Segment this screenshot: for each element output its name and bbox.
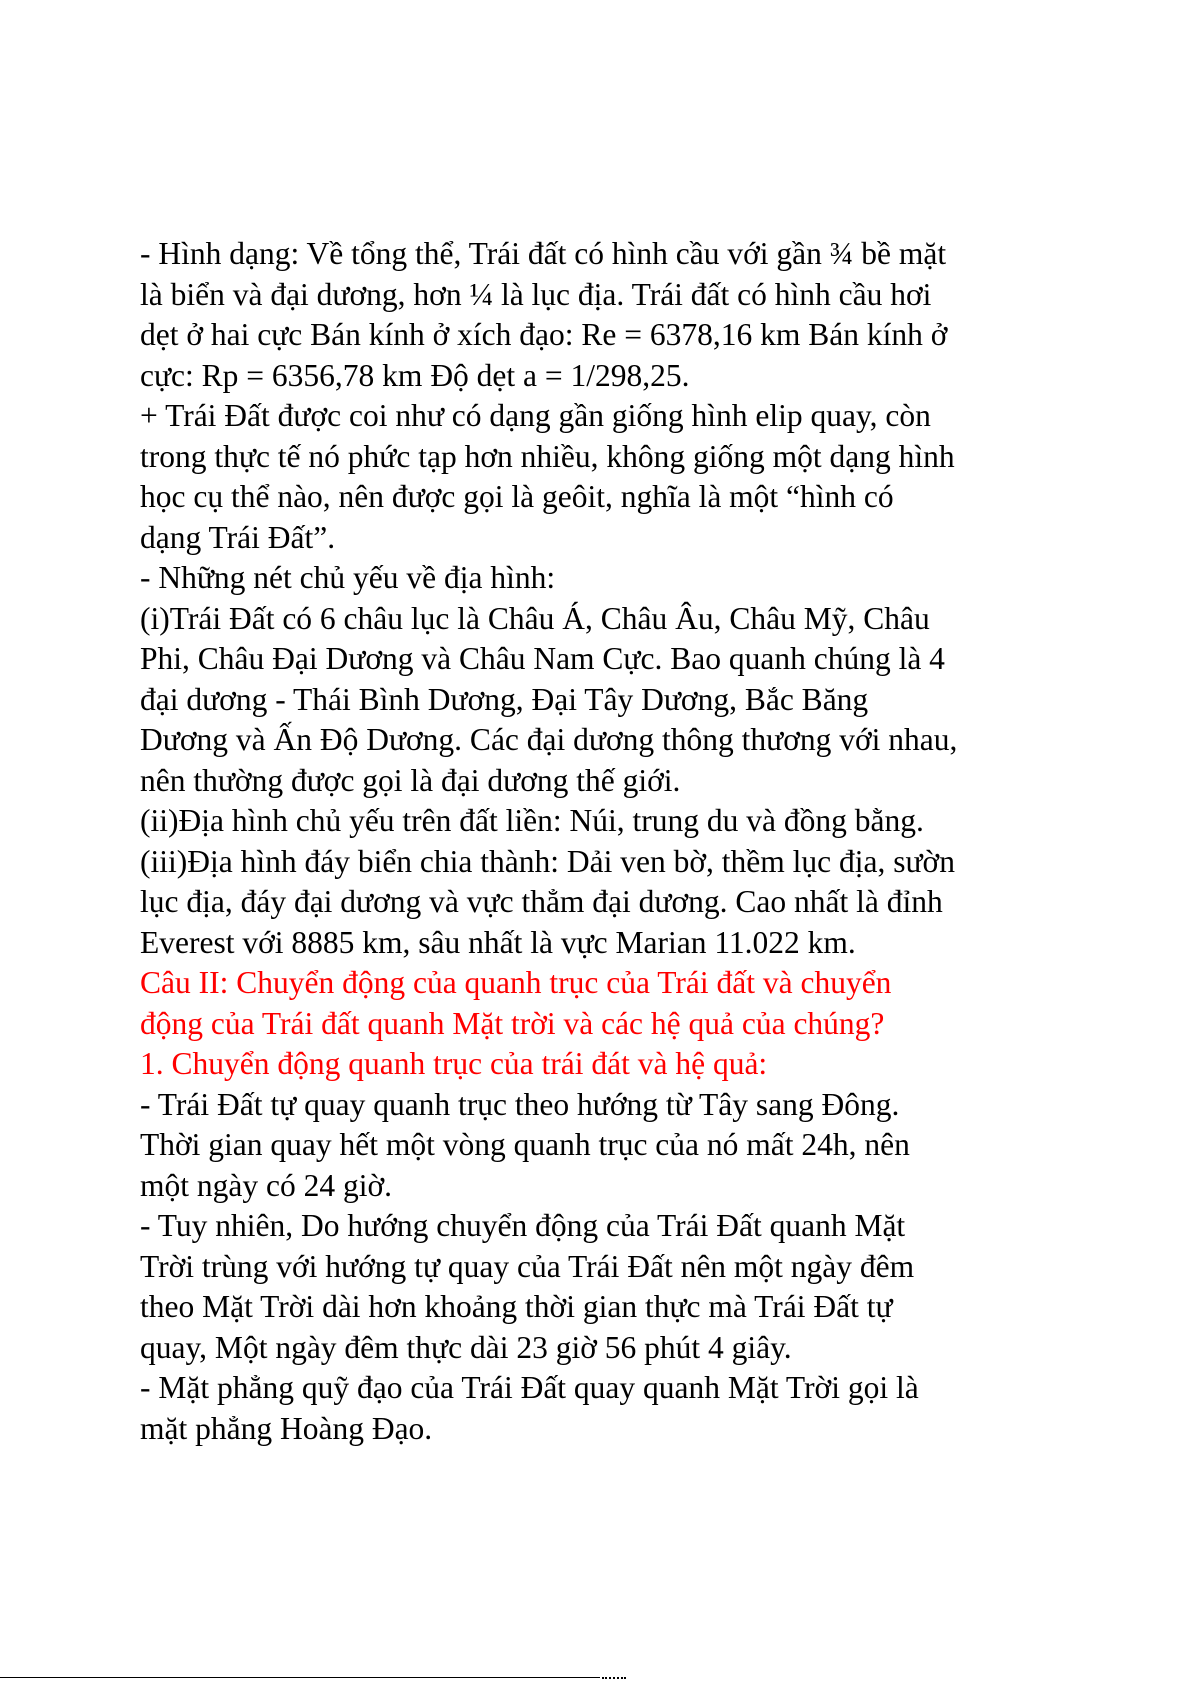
heading-line: 1. Chuyển động quanh trục của trái đát và hệ quả: <box>140 1046 768 1081</box>
text-line: (ii)Địa hình chủ yếu trên đất liền: Núi, trung du và đồng bằng. <box>140 803 924 838</box>
text-line: - Mặt phẳng quỹ đạo của Trái Đất quay quanh Mặt Trời gọi là <box>140 1370 919 1405</box>
text-line: Thời gian quay hết một vòng quanh trục của nó mất 24h, nên <box>140 1127 910 1162</box>
text-line: trong thực tế nó phức tạp hơn nhiều, không giống một dạng hình <box>140 438 955 474</box>
text-line: nên thường được gọi là đại dương thế giới. <box>140 762 681 798</box>
text-line: - Hình dạng: Về tổng thể, Trái đất có hình cầu với gần ¾ bề mặt <box>140 236 947 271</box>
text-line: đại dương - Thái Bình Dương, Đại Tây Dương, Bắc Băng <box>140 681 869 717</box>
page-bottom-rule <box>0 1677 600 1678</box>
text-line: là biển và đại dương, hơn ¼ là lục địa. Trái đất có hình cầu hơi <box>140 276 932 312</box>
text-line: - Những nét chủ yếu về địa hình: <box>140 560 556 595</box>
text-line: Everest với 8885 km, sâu nhất là vực Marian 11.022 km. <box>140 924 856 960</box>
text-line: Phi, Châu Đại Dương và Châu Nam Cực. Bao quanh chúng là 4 <box>140 641 945 676</box>
text-line: dẹt ở hai cực Bán kính ở xích đạo: Re = 6378,16 km Bán kính ở <box>140 317 948 352</box>
text-line: Dương và Ấn Độ Dương. Các đại dương thông thương với nhau, <box>140 722 958 757</box>
text-line: theo Mặt Trời dài hơn khoảng thời gian thực mà Trái Đất tự <box>140 1289 893 1324</box>
text-line: - Trái Đất tự quay quanh trục theo hướng từ Tây sang Đông. <box>140 1086 900 1122</box>
text-line: Trời trùng với hướng tự quay của Trái Đất nên một ngày đêm <box>140 1248 915 1284</box>
text-line: (i)Trái Đất có 6 châu lục là Châu Á, Châu Âu, Châu Mỹ, Châu <box>140 600 930 636</box>
text-line: - Tuy nhiên, Do hướng chuyển động của Trái Đất quanh Mặt <box>140 1208 906 1243</box>
text-line: học cụ thể nào, nên được gọi là geôit, nghĩa là một “hình có <box>140 479 894 514</box>
heading-line: Câu II: Chuyển động của quanh trục của Trái đất và chuyển <box>140 965 892 1000</box>
text-line: mặt phẳng Hoàng Đạo. <box>140 1410 433 1446</box>
document-body <box>140 234 1070 1449</box>
text-line: quay, Một ngày đêm thực dài 23 giờ 56 phút 4 giây. <box>140 1329 792 1365</box>
text-line: một ngày có 24 giờ. <box>140 1167 392 1203</box>
page-bottom-mark <box>602 1677 626 1679</box>
heading-line: động của Trái đất quanh Mặt trời và các hệ quả của chúng? <box>140 1005 885 1041</box>
text-line: dạng Trái Đất”. <box>140 519 336 555</box>
text-line: (iii)Địa hình đáy biển chia thành: Dải ven bờ, thềm lục địa, sườn <box>140 843 955 879</box>
text-line: cực: Rp = 6356,78 km Độ dẹt a = 1/298,25. <box>140 357 690 393</box>
text-line: + Trái Đất được coi như có dạng gần giống hình elip quay, còn <box>140 398 931 433</box>
text-line: lục địa, đáy đại dương và vực thẳm đại dương. Cao nhất là đỉnh <box>140 884 943 919</box>
